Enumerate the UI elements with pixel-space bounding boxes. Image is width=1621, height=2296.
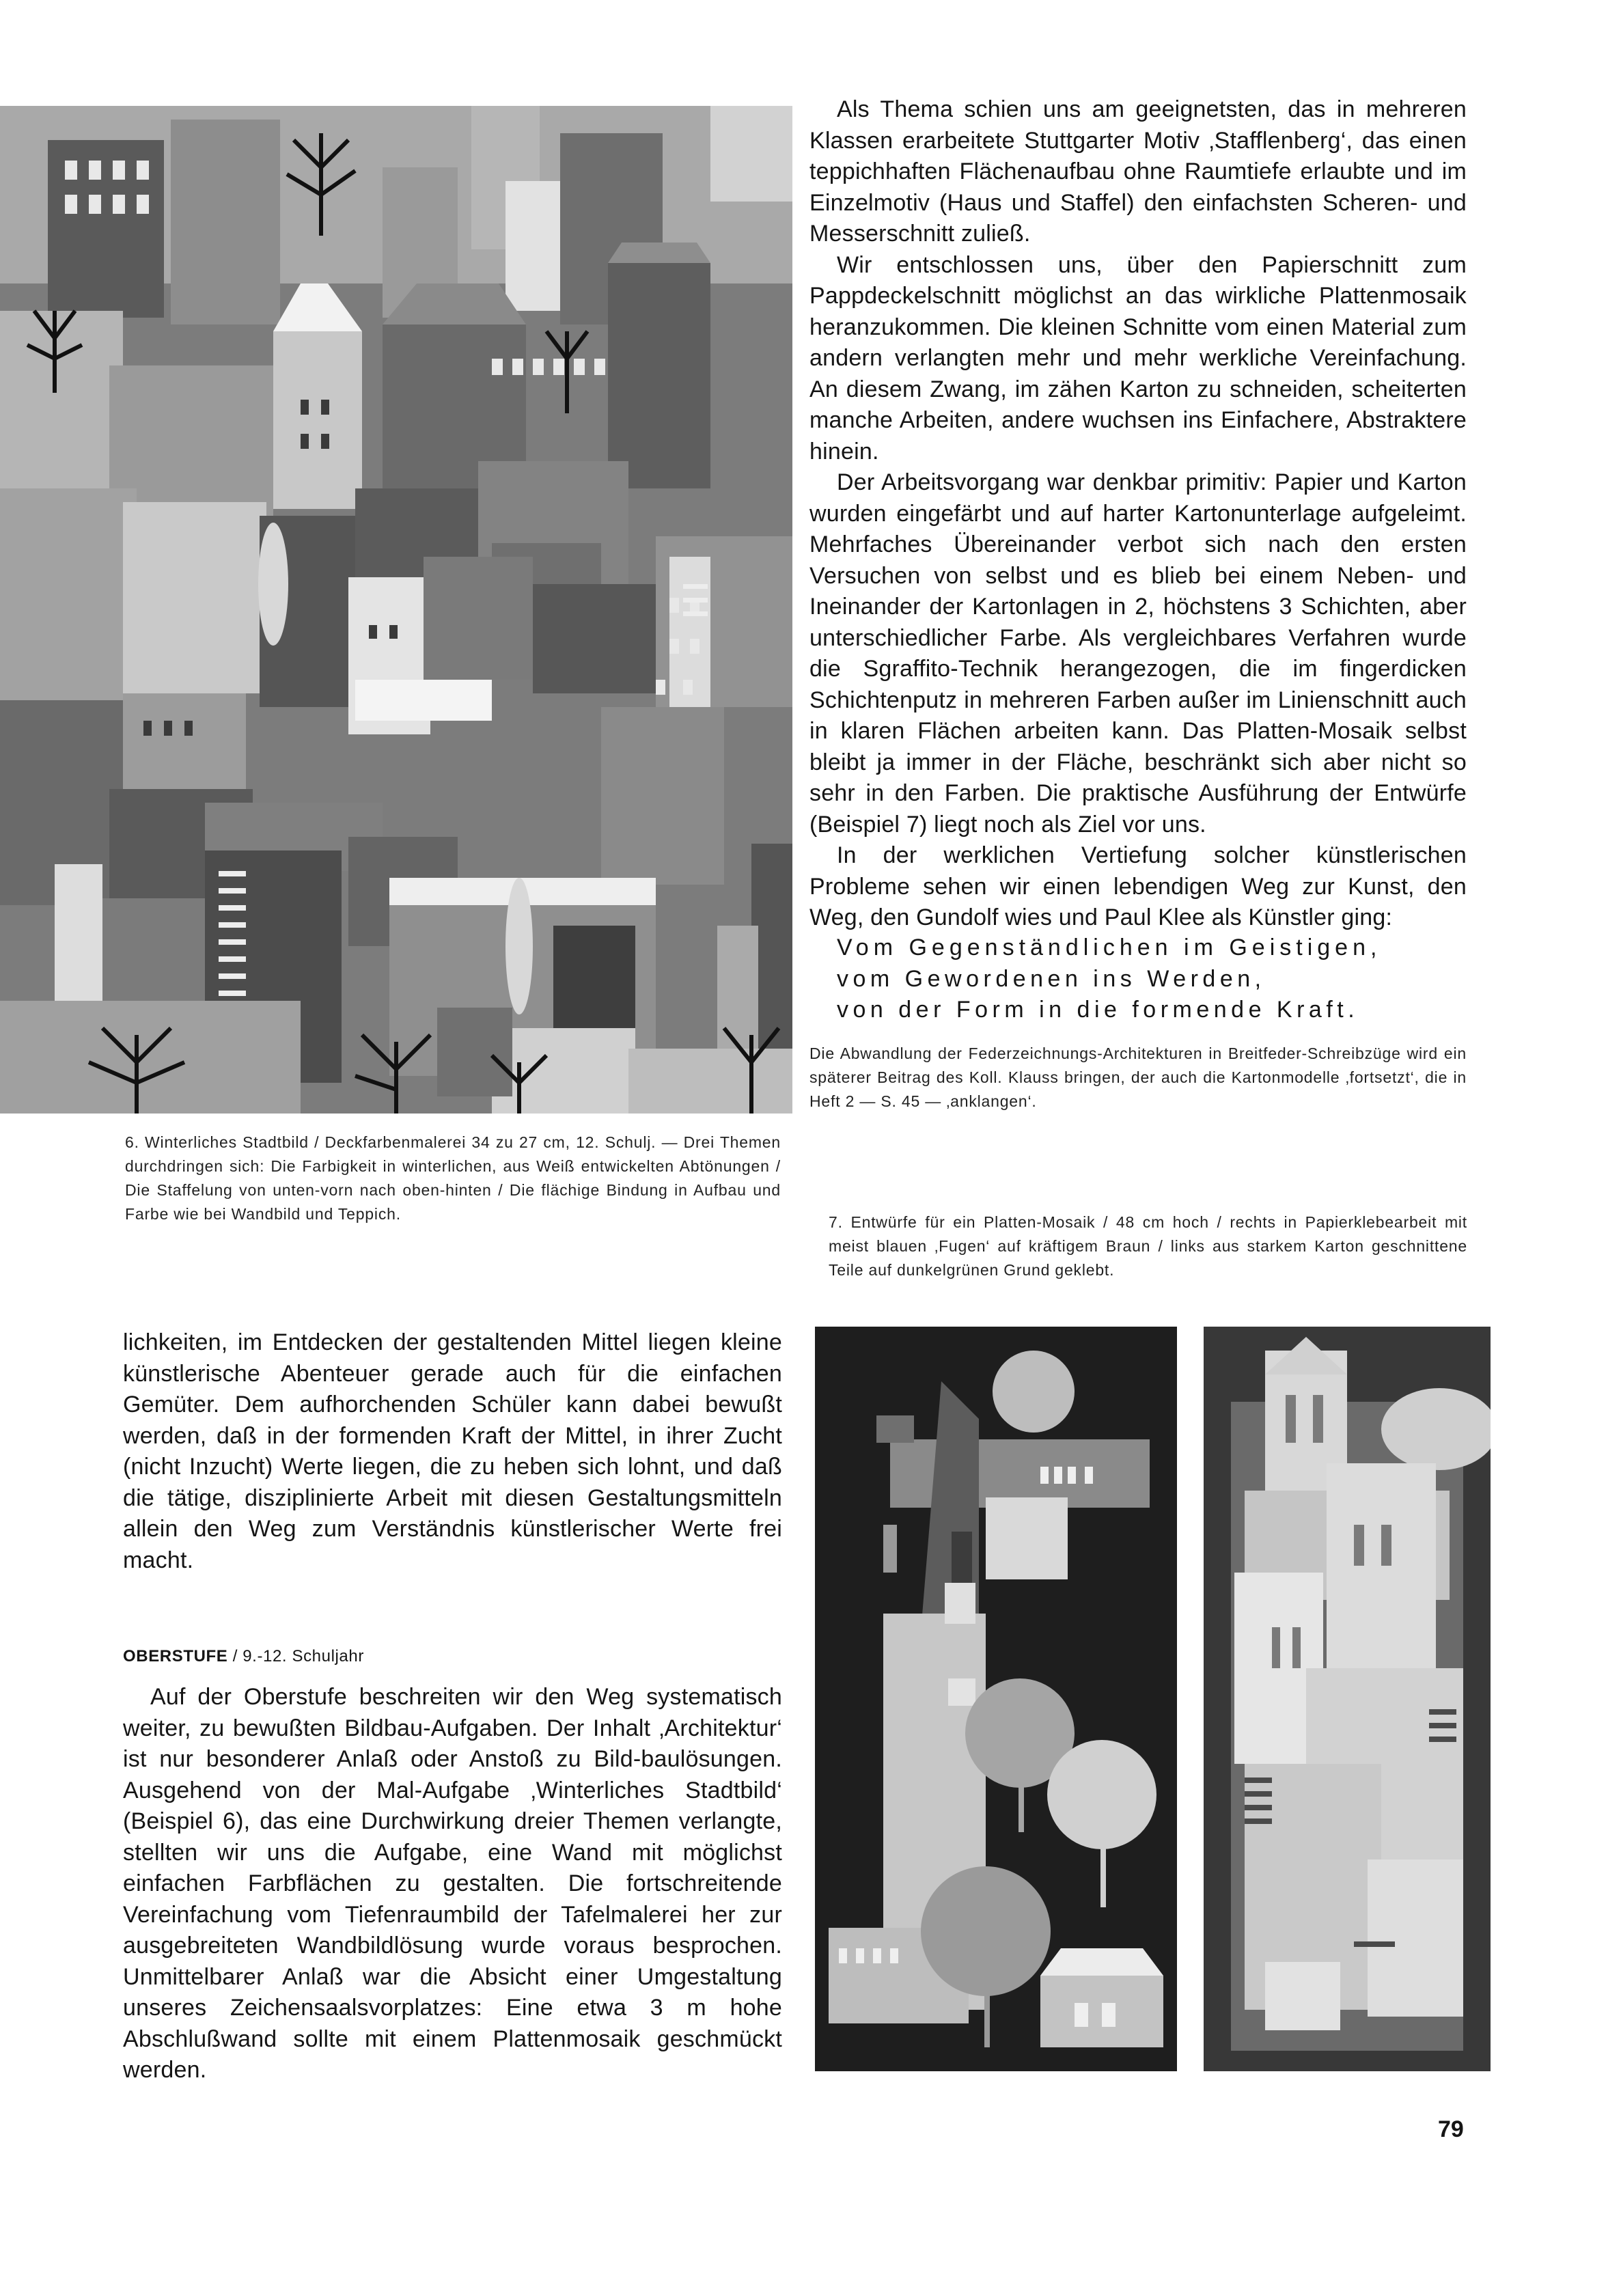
caption-figure-6: 6. Winterliches Stadtbild / Deckfarbenmalerei 34 zu 27 cm, 12. Schulj. — Drei Themen durchdringen sich: Die Farbigkeit in winterlichen, aus Weiß entwickelten Abtönungen / Die Staffelung von unten-vorn nach oben-hinten / Die flächige Bindung in Aufbau und Farbe wie bei Wandbild und Teppich. — [125, 1133, 781, 1223]
editorial-note: Die Abwandlung der Federzeichnungs-Architekturen in Breitfeder-Schreibzüge wird ein späterer Beitrag des Koll. Klauss bringen, der auch die Kartonmodelle ‚fortsetzt‘, die in Heft 2 — S. 45 — ‚anklangen‘. — [809, 1045, 1467, 1110]
paragraph: Der Arbeitsvorgang war denkbar primitiv: Papier und Karton wurden eingefärbt und auf harter Kartonunterlage aufgeleimt. Mehrfaches Übereinander verbot sich nach den ersten Versuchen von selbst und es blieb bei einem Neben- und Ineinander der Kartonlagen in 2, höchstens 3 Schichten, aber unterschiedlicher Farbe. Als vergleichbares Verfahren wurde die Sgraffito-Technik herangezogen, die im fingerdicken Schichtenputz in mehreren Farben außer im Linienschnitt auch in klaren Flächen arbeiten kann. Das Platten-Mosaik selbst bleibt ja immer in der Fläche, beschränkt sich aber nicht so sehr in den Farben. Die praktische Ausführung der Entwürfe (Beispiel 7) liegt noch als Ziel vor uns. — [809, 469, 1467, 838]
paragraph: lichkeiten, im Entdecken der gestaltenden Mittel liegen kleine künstlerische Abenteuer gerade auch für die einfachen Gemüter. Dem aufhorchenden Schüler kann dabei bewußt werden, daß in der formenden Kraft der Mittel, in ihrer Zucht (nicht Inzucht) Werte liegen, die zu heben sich lohnt, und daß die tätige, disziplinierte Arbeit mit diesen Gestaltungsmitteln allein den Weg zum Verständnis künstlerischer Werte frei macht. — [123, 1329, 782, 1573]
left-column-intro — [123, 1327, 782, 1576]
paragraph: In der werklichen Vertiefung solcher künstlerischen Probleme sehen wir einen lebendigen Weg zur Kunst, den Weg, den Gundolf wies und Paul Klee als Künstler ging: — [809, 842, 1467, 930]
right-column-text — [809, 94, 1467, 934]
figure-7-right-paper-collage — [1204, 1327, 1491, 2071]
section-heading-bold: OBERSTUFE — [123, 1647, 228, 1665]
quote-line: vom Gewordenen ins Werden, — [837, 965, 1266, 992]
caption-figure-7: 7. Entwürfe für ein Platten-Mosaik / 48 cm hoch / rechts in Papierklebearbeit mit meist blauen ‚Fugen‘ auf kräftigem Braun / links aus starkem Karton geschnittene Teile auf dunkelgrünen Grund geklebt. — [829, 1213, 1467, 1279]
left-column-oberstufe — [123, 1682, 782, 2086]
klee-quote — [837, 932, 1465, 1026]
page-number: 79 — [1438, 2116, 1464, 2142]
paragraph: Wir entschlossen uns, über den Papierschnitt zum Pappdeckelschnitt möglichst an das wirkliche Plattenmosaik heranzukommen. Die kleinen Schnitte vom einen Material zum andern verlangten mehr und mehr werkliche Vereinfachung. An diesem Zwang, im zähen Karton zu schneiden, scheiterten manche Arbeiten, andere wuchsen ins Einfachere, Abstraktere hinein. — [809, 251, 1467, 465]
figure-6-winter-cityscape — [0, 106, 792, 1114]
section-heading-rest: / 9.-12. Schuljahr — [227, 1647, 364, 1665]
figure-7-left-cardboard-mosaic — [815, 1327, 1177, 2071]
paragraph: Auf der Oberstufe beschreiten wir den Weg systematisch weiter, zu bewußten Bildbau-Aufgaben. Der Inhalt ‚Architektur‘ ist nur besonderer Anlaß oder Anstoß zu Bild-baulösungen. Ausgehend von der Mal-Aufgabe ‚Winterliches Stadtbild‘ (Beispiel 6), das eine Durchwirkung dreier Themen verlangte, stellten wir uns die Aufgabe, eine Wand mit möglichst einfachen Farbflächen zu gestalten. Die fortschreitende Vereinfachung vom Tiefenraumbild der Tafelmalerei her zur ausgebreiteten Wandbildlösung wurde voraus besprochen. Unmittelbarer Anlaß war die Absicht einer Umgestaltung unseres Zeichensaalsvorplatzes: Eine etwa 3 m hohe Abschlußwand sollte mit einem Plattenmosaik geschmückt werden. — [123, 1684, 782, 2083]
quote-line: von der Form in die formende Kraft. — [837, 997, 1359, 1023]
section-heading — [123, 1646, 782, 1667]
paragraph: Als Thema schien uns am geeignetsten, das in mehreren Klassen erarbeitete Stuttgarter Motiv ‚Stafflenberg‘, das einen teppichhaften Flächenaufbau ohne Raumtiefe erlaubte und im Einzelmotiv (Haus und Staffel) den einfachsten Scheren- und Messerschnitt zuließ. — [809, 96, 1467, 247]
quote-line: Vom Gegenständlichen im Geistigen, — [837, 935, 1382, 960]
